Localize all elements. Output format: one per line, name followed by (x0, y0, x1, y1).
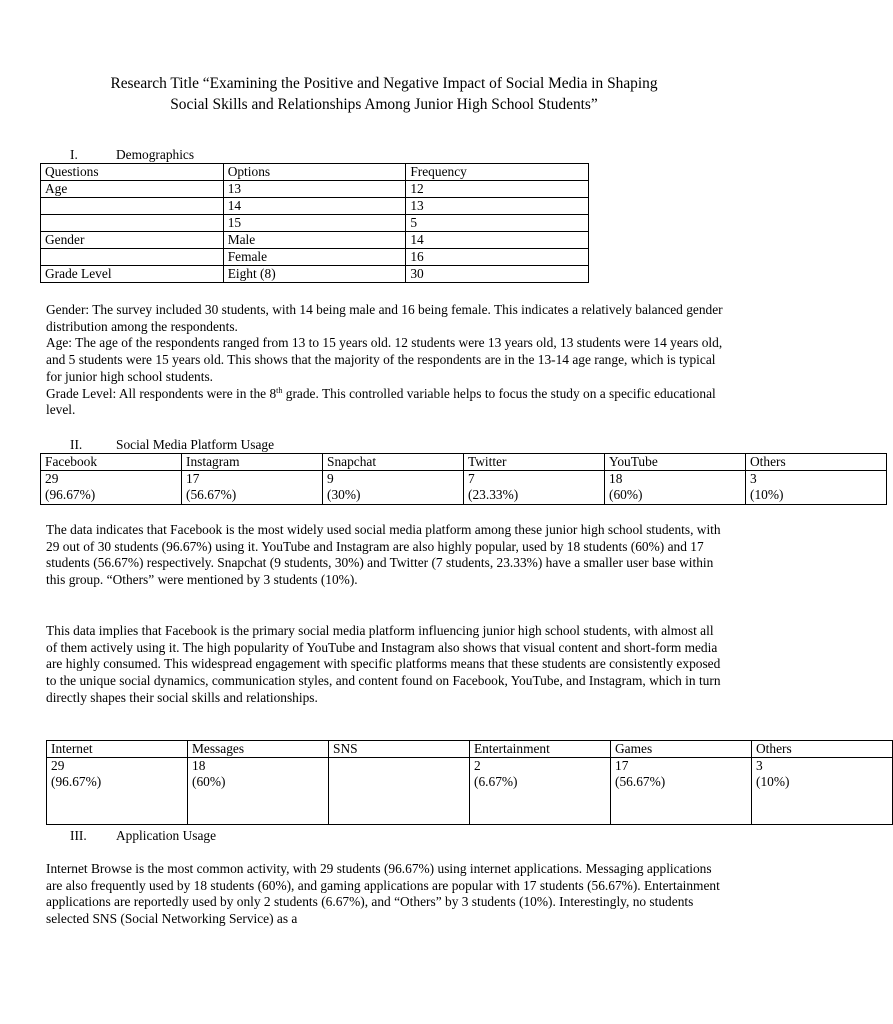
platform-value (464, 471, 605, 505)
table-cell: Age (41, 181, 224, 198)
count: 9 (327, 471, 334, 486)
table-header-row (41, 164, 589, 181)
app-value (470, 758, 611, 825)
demographics-table (40, 163, 589, 283)
header-cell: Frequency (406, 164, 589, 181)
platform-name: Others (746, 454, 887, 471)
platform-name: Snapchat (323, 454, 464, 471)
table-cell: 30 (406, 266, 589, 283)
count: 3 (750, 471, 757, 486)
table-header-row (41, 454, 887, 471)
count: 17 (186, 471, 200, 486)
platform-name: Facebook (41, 454, 182, 471)
count: 17 (615, 758, 629, 773)
section-number: III. (70, 828, 87, 843)
table-cell: 15 (223, 215, 406, 232)
app-name: Entertainment (470, 741, 611, 758)
percentage: (56.67%) (186, 487, 237, 502)
ordinal-suffix: th (276, 385, 283, 395)
section-label: Application Usage (116, 828, 217, 843)
app-value (329, 758, 470, 825)
research-title (40, 73, 728, 115)
app-name: Messages (188, 741, 329, 758)
section-label: Demographics (116, 147, 195, 162)
application-discussion: Internet Browse is the most common activity, with 29 students (96.67%) using internet applications. Messaging applications are also frequently used by 18 students (60%), and gaming applications are popular with 17 students (56.67%). Entertainment applications are reportedly used by only 2 students (6.67%), and “Others” by 3 students (10%). Interestingly, no students selected SNS (Social Networking Service) as a (46, 861, 720, 927)
table-cell: 16 (406, 249, 589, 266)
table-row (41, 471, 887, 505)
app-value (47, 758, 188, 825)
platform-value (746, 471, 887, 505)
platform-value (182, 471, 323, 505)
section-heading-application-usage (70, 827, 216, 844)
platform-name: Instagram (182, 454, 323, 471)
platform-value (605, 471, 746, 505)
app-name: Others (752, 741, 893, 758)
percentage: (60%) (192, 774, 226, 789)
percentage: (30%) (327, 487, 361, 502)
table-row (41, 232, 589, 249)
table-row (41, 181, 589, 198)
section-label: Social Media Platform Usage (116, 437, 275, 452)
platform-name: YouTube (605, 454, 746, 471)
table-cell: Male (223, 232, 406, 249)
platform-discussion-2: This data implies that Facebook is the primary social media platform influencing junior high school students, with almost all of them actively using it. The high popularity of YouTube and Instagram also shows that visual content and short-form media are highly consumed. This widespread engagement with specific platforms means that these students are consistently exposed to the unique social dynamics, communication styles, and content found on Facebook, YouTube, and Instagram, which in turn directly shapes their social skills and relationships. (46, 623, 721, 705)
gender-paragraph: Gender: The survey included 30 students, with 14 being male and 16 being female. This indicates a relatively balanced gender distribution among the respondents. (46, 302, 723, 334)
percentage: (10%) (750, 487, 784, 502)
count: 18 (609, 471, 623, 486)
table-cell: Grade Level (41, 266, 224, 283)
app-value (611, 758, 752, 825)
count: 29 (51, 758, 65, 773)
age-paragraph: Age: The age of the respondents ranged from 13 to 15 years old. 12 students were 13 years old, 13 students were 14 years old, and 5 students were 15 years old. This shows that the majority of the respondents are in the 13-14 age range, which is typical for junior high school students. (46, 335, 723, 384)
platform-discussion-1: The data indicates that Facebook is the most widely used social media platform among these junior high school students, with 29 out of 30 students (96.67%) using it. YouTube and Instagram are also highly popular, used by 18 students (60%) and 17 students (56.67%) respectively. Snapchat (9 students, 30%) and Twitter (7 students, 23.33%) have a smaller user base within this group. “Others” were mentioned by 3 students (10%). (46, 522, 721, 588)
table-cell (41, 198, 224, 215)
count: 7 (468, 471, 475, 486)
table-row (41, 198, 589, 215)
app-value (752, 758, 893, 825)
percentage: (23.33%) (468, 487, 519, 502)
demographics-discussion (46, 302, 726, 419)
count: 3 (756, 758, 763, 773)
table-header-row (47, 741, 893, 758)
percentage: (96.67%) (51, 774, 102, 789)
table-cell (41, 249, 224, 266)
table-cell: Gender (41, 232, 224, 249)
app-name: Internet (47, 741, 188, 758)
platform-value (41, 471, 182, 505)
grade-paragraph (46, 386, 726, 419)
section-number: I. (70, 147, 78, 162)
table-row (41, 266, 589, 283)
section-heading-platform-usage (70, 436, 274, 453)
table-cell: Eight (8) (223, 266, 406, 283)
percentage: (10%) (756, 774, 790, 789)
app-name: Games (611, 741, 752, 758)
percentage: (56.67%) (615, 774, 666, 789)
table-cell: Female (223, 249, 406, 266)
table-row (47, 758, 893, 825)
count: 2 (474, 758, 481, 773)
table-cell (41, 215, 224, 232)
section-number: II. (70, 437, 83, 452)
title-line-2: Social Skills and Relationships Among Junior High School Students” (170, 96, 598, 113)
table-row (41, 249, 589, 266)
platform-value (323, 471, 464, 505)
percentage: (96.67%) (45, 487, 96, 502)
table-cell: 5 (406, 215, 589, 232)
application-usage-table (46, 740, 893, 825)
grade-text: Grade Level: All respondents were in the 8 (46, 385, 277, 401)
percentage: (60%) (609, 487, 643, 502)
table-cell: 13 (406, 198, 589, 215)
header-cell: Questions (41, 164, 224, 181)
app-value (188, 758, 329, 825)
percentage: (6.67%) (474, 774, 518, 789)
table-cell: 14 (223, 198, 406, 215)
count: 18 (192, 758, 206, 773)
app-name: SNS (329, 741, 470, 758)
header-cell: Options (223, 164, 406, 181)
title-line-1: Research Title “Examining the Positive and Negative Impact of Social Media in Shaping (110, 75, 658, 92)
platform-name: Twitter (464, 454, 605, 471)
table-row (41, 215, 589, 232)
count: 29 (45, 471, 59, 486)
platform-usage-table (40, 453, 887, 505)
grade-text-rest: grade. This controlled variable helps to focus the study on a specific educational level. (46, 385, 716, 418)
table-cell: 13 (223, 181, 406, 198)
section-heading-demographics (70, 146, 194, 163)
table-cell: 12 (406, 181, 589, 198)
table-cell: 14 (406, 232, 589, 249)
